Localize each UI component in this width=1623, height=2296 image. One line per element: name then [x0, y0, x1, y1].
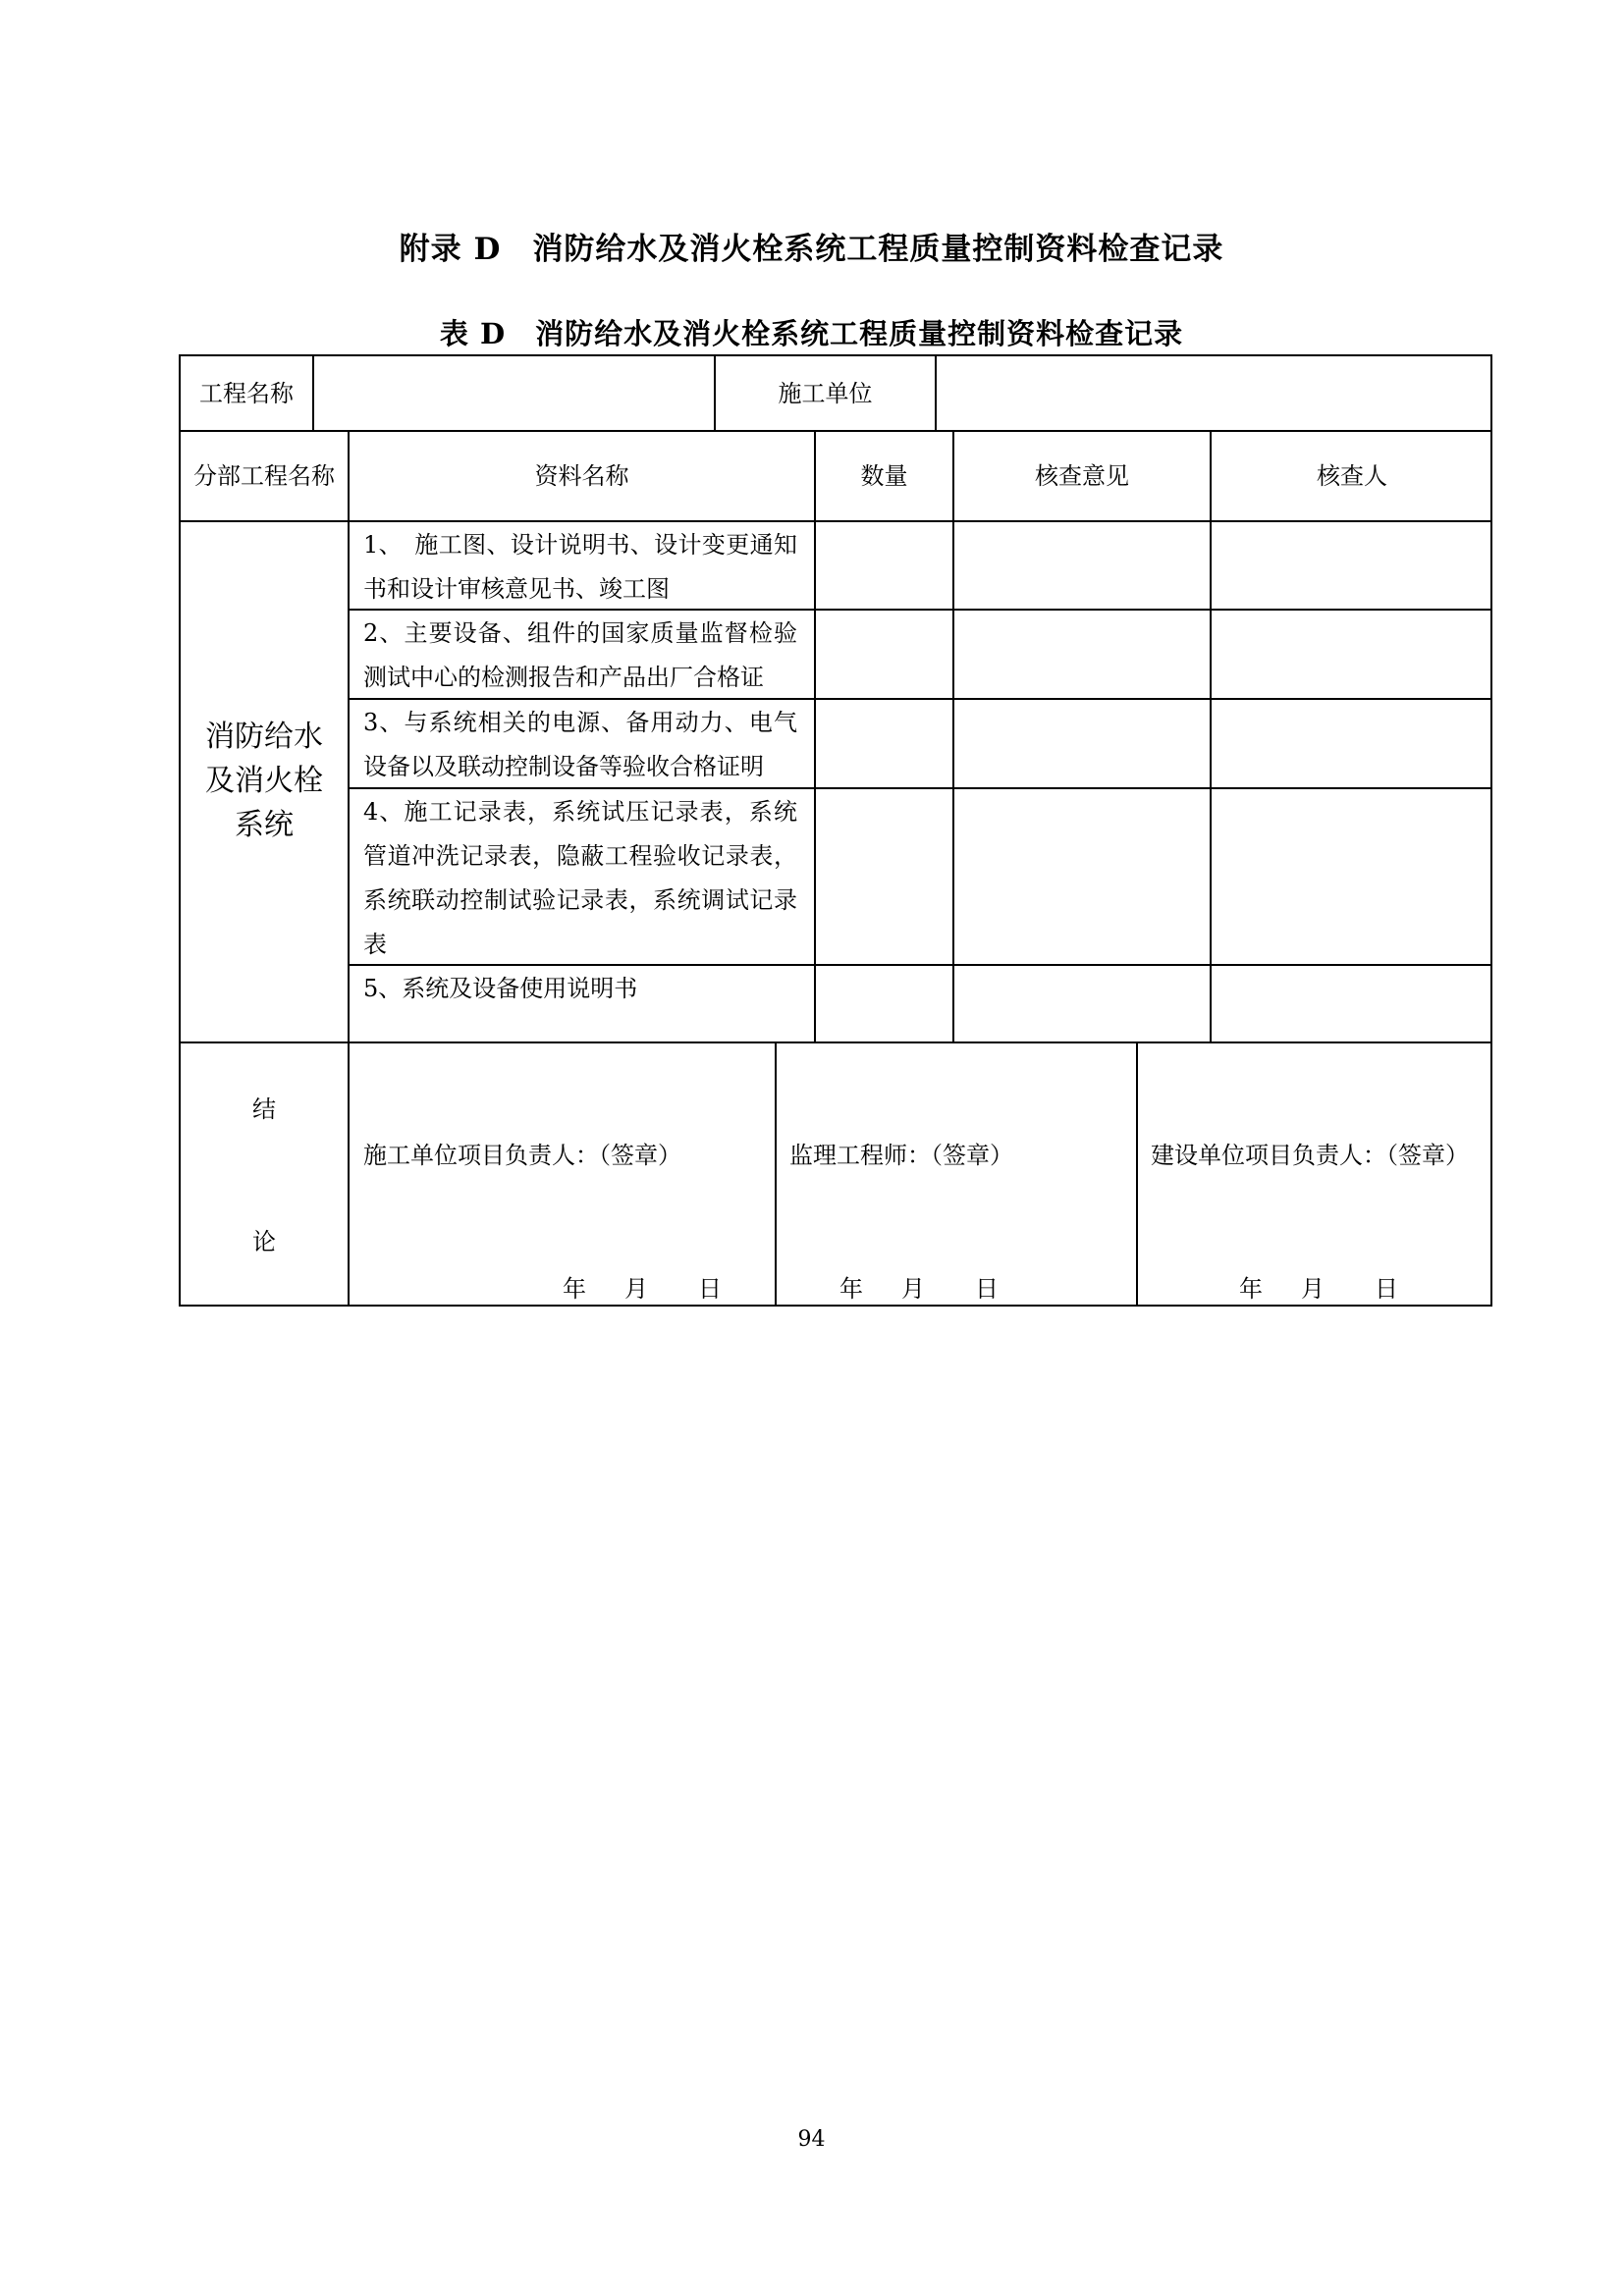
date-day: 日	[698, 1275, 722, 1303]
construction-unit-field[interactable]	[937, 356, 1490, 430]
project-name-field[interactable]	[314, 356, 714, 430]
date-month: 月	[1301, 1275, 1325, 1303]
date-year: 年	[1239, 1275, 1263, 1303]
inspector-header: 核查人	[1317, 462, 1387, 490]
list-item: 2、主要设备、组件的国家质量监督检验测试中心的检测报告和产品出厂合格证	[363, 619, 797, 691]
list-item: 3、与系统相关的电源、备用动力、电气设备以及联动控制设备等验收合格证明	[363, 709, 797, 780]
quantity-header: 数量	[860, 462, 908, 490]
date-month: 月	[901, 1275, 925, 1303]
conclusion-label-bottom: 论	[252, 1228, 276, 1255]
construction-unit-label: 施工单位	[778, 379, 873, 407]
col-divider	[348, 430, 350, 1043]
list-item: 4、施工记录表，系统试压记录表，系统管道冲洗记录表，隐蔽工程验收记录表，系统联动控制试验记录表，系统调试记录表	[363, 798, 797, 958]
date-month: 月	[624, 1275, 648, 1303]
supervisor-signer: 监理工程师：（签章）	[789, 1142, 1013, 1169]
project-name-label: 工程名称	[199, 379, 294, 407]
category-label: 消防给水及消火栓系统	[205, 720, 323, 842]
opinion-header: 核查意见	[1035, 462, 1129, 490]
doc-name-header: 资料名称	[534, 462, 629, 490]
col-divider	[1210, 430, 1212, 1043]
col-divider	[952, 430, 954, 1043]
date-day: 日	[975, 1275, 999, 1303]
table-title: 表 D 消防给水及消火栓系统工程质量控制资料检查记录	[439, 317, 1184, 350]
list-item: 5、系统及设备使用说明书	[363, 975, 638, 1002]
col-divider	[348, 1041, 350, 1307]
date-day: 日	[1375, 1275, 1398, 1303]
row-divider	[179, 520, 1492, 522]
page-number: 94	[797, 2127, 826, 2152]
row-divider	[179, 1041, 1492, 1043]
date-year: 年	[563, 1275, 586, 1303]
list-item: 1、 施工图、设计说明书、设计变更通知书和设计审核意见书、竣工图	[363, 531, 797, 603]
appendix-title: 附录 D 消防给水及消火栓系统工程质量控制资料检查记录	[399, 232, 1224, 267]
owner-signer: 建设单位项目负责人：（签章）	[1151, 1142, 1469, 1169]
col-divider	[814, 430, 816, 1043]
date-year: 年	[839, 1275, 863, 1303]
conclusion-label-top: 结	[252, 1095, 276, 1123]
col-divider	[1136, 1041, 1138, 1307]
col-divider	[775, 1041, 777, 1307]
construction-signer: 施工单位项目负责人：（签章）	[363, 1142, 681, 1169]
sub-project-header: 分部工程名称	[193, 462, 335, 490]
